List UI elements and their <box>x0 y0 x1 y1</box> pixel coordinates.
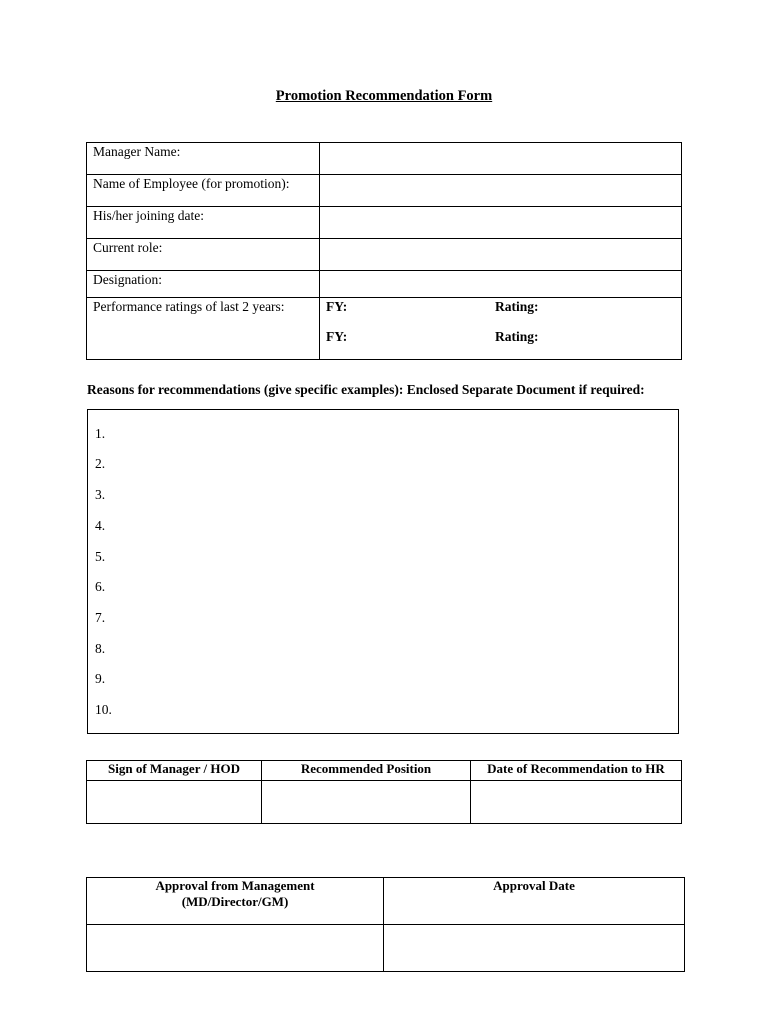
recommended-position-header: Recommended Position <box>262 761 471 781</box>
reason-number: 10. <box>95 702 112 717</box>
performance-ratings-field[interactable] <box>320 298 682 360</box>
approval-date-field[interactable] <box>384 925 685 972</box>
manager-name-label: Manager Name: <box>87 143 320 175</box>
reason-number: 5. <box>95 549 106 564</box>
reason-number: 1. <box>95 426 106 441</box>
rating-label: Rating: <box>495 299 539 314</box>
employee-info-table <box>86 142 682 360</box>
reason-number: 8. <box>95 641 106 656</box>
reason-number: 7. <box>95 610 106 625</box>
sign-manager-header: Sign of Manager / HOD <box>87 761 262 781</box>
reasons-heading: Reasons for recommendations (give specific examples): Enclosed Separate Document if required: <box>87 382 645 397</box>
reasons-box[interactable] <box>87 409 679 734</box>
fy-label: FY: <box>326 299 348 314</box>
approval-management-field[interactable] <box>87 925 384 972</box>
rating-label: Rating: <box>495 329 539 344</box>
reason-number: 2. <box>95 456 106 471</box>
approval-management-header <box>87 878 384 925</box>
sign-table <box>86 760 682 824</box>
performance-line-1 <box>326 299 681 329</box>
current-role-label: Current role: <box>87 239 320 271</box>
current-role-field[interactable] <box>320 239 682 271</box>
recommendation-date-field[interactable] <box>471 781 682 824</box>
manager-name-field[interactable] <box>320 143 682 175</box>
approval-date-header: Approval Date <box>384 878 685 925</box>
reason-number: 4. <box>95 518 106 533</box>
recommendation-date-header: Date of Recommendation to HR <box>471 761 682 781</box>
employee-name-field[interactable] <box>320 175 682 207</box>
recommended-position-field[interactable] <box>262 781 471 824</box>
performance-label: Performance ratings of last 2 years: <box>87 298 320 360</box>
designation-field[interactable] <box>320 271 682 298</box>
designation-label: Designation: <box>87 271 320 298</box>
reason-number: 9. <box>95 671 106 686</box>
employee-name-label: Name of Employee (for promotion): <box>87 175 320 207</box>
joining-date-label: His/her joining date: <box>87 207 320 239</box>
reason-number: 6. <box>95 579 106 594</box>
approval-table <box>86 877 685 972</box>
form-title: Promotion Recommendation Form <box>275 88 493 104</box>
sign-manager-field[interactable] <box>87 781 262 824</box>
joining-date-field[interactable] <box>320 207 682 239</box>
approval-management-line-1: Approval from Management <box>155 878 315 893</box>
fy-label: FY: <box>326 329 348 344</box>
approval-management-line-2: (MD/Director/GM) <box>181 894 289 909</box>
performance-line-2 <box>326 329 681 359</box>
reason-number: 3. <box>95 487 106 502</box>
